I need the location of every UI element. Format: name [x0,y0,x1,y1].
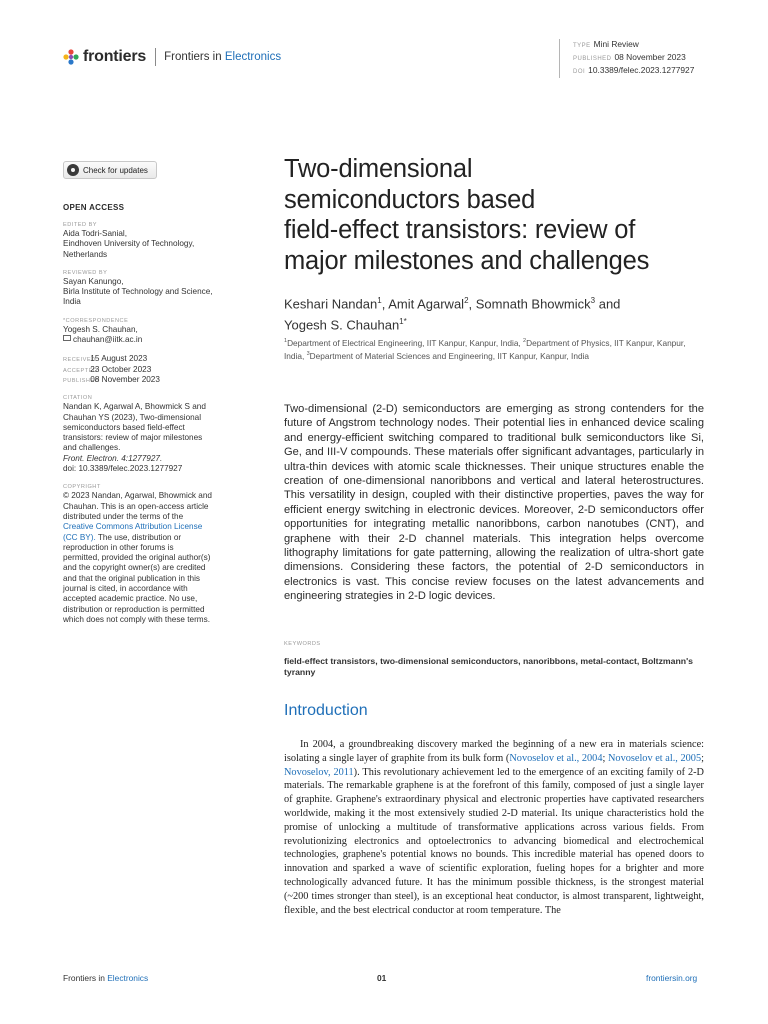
frontiers-logo-icon [63,49,79,65]
article-sidebar [63,203,243,634]
logo-wordmark: frontiers [83,48,147,65]
author-name[interactable]: Keshari Nandan [284,296,378,312]
citation-link[interactable]: Novoselov, 2011 [284,766,354,778]
author-list: Keshari Nandan$^1$, Amit Agarwal$^2$, Somnath Bhowmick$^3$ and Yogesh S. Chauhan$^{1*}$ [284,296,621,333]
journal-prefix: Frontiers in [164,51,222,63]
article-meta [559,39,694,78]
open-access-label: OPEN ACCESS [63,203,125,212]
frontiers-logo[interactable] [63,46,281,68]
date-published: PUBLISHED 08 November 2023 [63,374,160,384]
author-name[interactable]: Yogesh S. Chauhan [284,317,400,333]
reviewed-by: REVIEWED BY Sayan Kanungo, Birla Institute of Technology and Science, India [63,269,213,307]
footer-journal: Frontiers in Electronics [63,973,149,983]
date-accepted: ACCEPTED 23 October 2023 [63,364,152,374]
cc-by-link[interactable]: (CC BY). [63,532,96,542]
section-heading-introduction: Introduction [284,702,368,719]
date-received: RECEIVED 15 August 2023 [63,354,148,364]
article-dates [63,354,243,385]
abstract: Two-dimensional (2-D) semiconductors are emerging as strong contenders for the future of Angstrom technology nodes. Their potential lies in enhanced device scaling and energy-efficient switching compared to traditional bulk semiconductors like Si, Ge, and III-V compounds. These materials offer significant advantages, particularly in ultra-thin devices with atomic scale thicknesses. Their unique structures enable the creation of one-dimensional nanoribbons and vertical and lateral heterostructures. This versatility in design, coupled with their distinctive properties, paves the way for efficient energy switching in electronic devices. Moreover, 2-D semiconductors offer opportunities for integrating metallic nanoribbons, carbon nanotubes (CNT), and graphene with their 2-D channel materials. This integration helps overcome lithography limitations for gate patterning, allowing the realization of ultra-short gate dimensions. Considering these factors, the potential of 2-D semiconductors in electronics is vast. This concise review focuses on the latest advancements and engineering strategies in 2-D logic devices. [284,403,704,603]
mail-icon [63,335,71,341]
keywords: field-effect transistors, two-dimensional semiconductors, nanoribbons, metal-contact, Boltzmann's tyranny [284,656,693,678]
citation: CITATION Nandan K, Agarwal A, Bhowmick S and Chauhan YS (2023), Two-dimensional semiconductors based field-effect transistors: review of major milestones and challenges. Front. Electron. 4:1277927. doi: 10.3389/felec.2023.1277927 [63,395,206,474]
check-updates-icon [67,164,79,176]
affiliations: $^1$Department of Electrical Engineering, IIT Kanpur, Kanpur, India, $^2$Department of Physics, IIT Kanpur, Kanpur, India, $^3$Department of Material Sciences and Engineering, IIT Kanpur, Kanpur, India [284,337,686,362]
journal-name [164,51,281,63]
correspondence-email[interactable]: chauhan@iitk.ac.in [63,335,243,345]
edited-by: EDITED BY Aida Todri-Sanial, Eindhoven University of Technology, Netherlands [63,222,195,259]
page-number: 01 [377,973,387,983]
correspondence: *CORRESPONDENCE Yogesh S. Chauhan, chauhan@iitk.ac.in [63,317,243,346]
copyright: COPYRIGHT © 2023 Nandan, Agarwal, Bhowmick and Chauhan. This is an open-access article distributed under the terms of the Creative Commons Attribution License (CC BY). The use, distribution or reproduction in other forums is permitted, provided the original author(s) and the copyright owner(s) are credited and that the original publication in this journal is cited, in accordance with accepted academic practice. No use, distribution or reproduction is permitted which does not comply with these terms. [63,483,243,625]
footer-site-link[interactable]: frontiersin.org [646,973,698,983]
journal-title: Electronics [224,51,282,63]
introduction-text: In 2004, a groundbreaking discovery marked the beginning of a new era in materials science: isolating a single layer of graphite from its bulk form (Novoselov et al., 2004; Novoselov et al., 2005; Novoselov, 2011). This revolutionary achievement led to the emergence of an exciting family of 2-D materials. The remarkable graphene is at the forefront of this family, composed of just a single layer of graphite. Graphene's extraordinary physical and electronic properties have captivated researchers worldwide, making it the most extensively studied 2-D material. Its unique characteristics hold the promise of unlocking a multitude of transformative applications across various fields. From revolutionizing electronics and optoelectronics to advancing biomedical and electrochemical technologies, graphene's potential knows no bounds. This incredible material has opened doors to innovation and sparked a wave of scientific exploration, fueling hopes for a brighter and more technologically advanced future. It has the minimum possible thickness, is the strongest material (~200 times stronger than steel), is an exceptional heat conductor, is almost transparent, lightweight, flexible, and the best electrical conductor at room temperature. The [284,739,704,916]
author-name[interactable]: Amit Agarwal [388,296,465,312]
cc-license-link[interactable]: Creative Commons Attribution License [63,522,203,532]
article-title: Two-dimensional semiconductors based field-effect transistors: review of major milestones and challenges [284,155,650,275]
logo-separator [155,48,156,66]
meta-type: TYPE Mini Review [573,39,639,49]
check-updates-label: Check for updates [83,165,148,175]
author-name[interactable]: Somnath Bhowmick [475,296,591,312]
citation-link[interactable]: Novoselov et al., 2004 [509,752,603,764]
meta-doi[interactable]: DOI 10.3389/felec.2023.1277927 [573,65,695,75]
check-for-updates-button[interactable] [63,161,157,179]
citation-link[interactable]: Novoselov et al., 2005 [607,752,702,764]
meta-published: PUBLISHED 08 November 2023 [573,52,686,62]
keywords-label: KEYWORDS [284,641,321,647]
